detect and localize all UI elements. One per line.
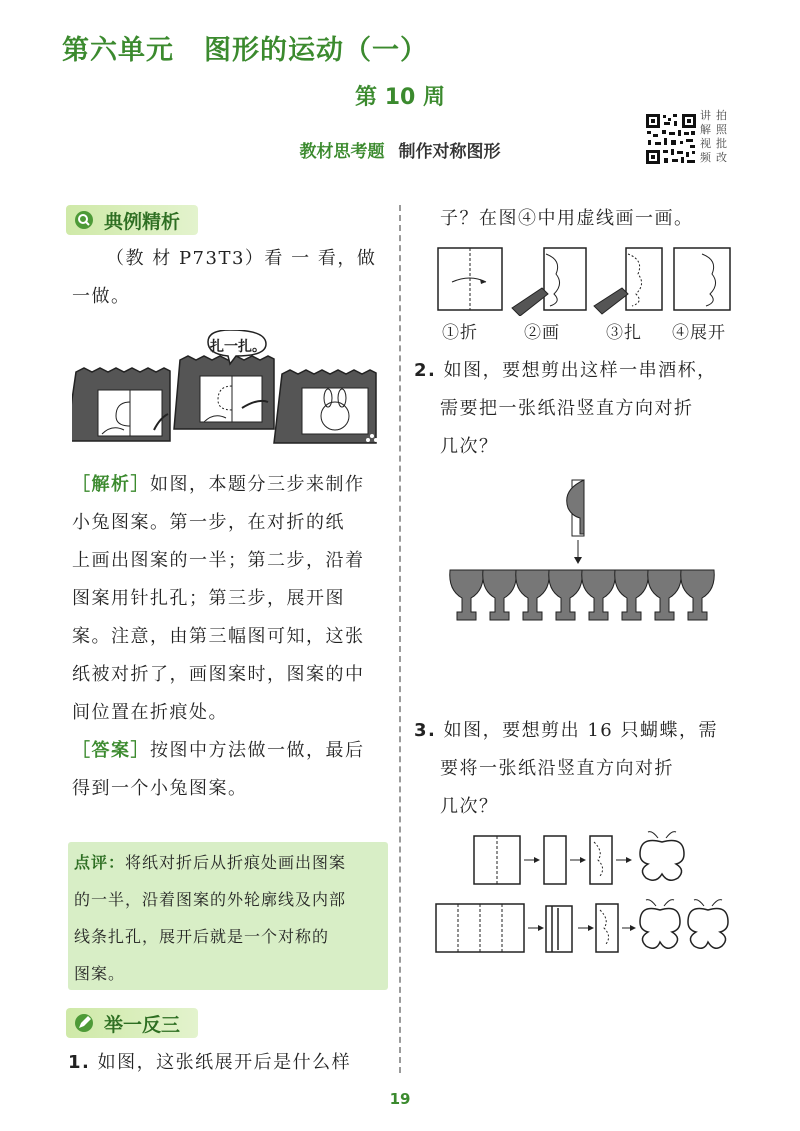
wine-cup	[582, 570, 616, 620]
column-divider	[399, 205, 401, 1073]
comment-line: 图案。	[74, 964, 126, 983]
question-line: 几次？	[440, 436, 499, 457]
comment-line: 将纸对折后从折痕处画出图案	[125, 853, 347, 872]
example-question	[72, 240, 392, 316]
analysis-line: 图案用针扎孔；第三步，展开图	[72, 588, 345, 609]
analysis-line: 纸被对折了，画图案时，图案的中	[72, 664, 365, 685]
question-line: 要将一张纸沿竖直方向对折	[440, 758, 674, 779]
wine-cup	[648, 570, 682, 620]
caption: ④展开	[672, 323, 726, 343]
magnifier-icon	[74, 210, 94, 230]
comment-text	[74, 844, 388, 992]
wine-cup	[681, 570, 715, 620]
analysis-line: 案。注意，由第三幅图可知，这张	[72, 626, 365, 647]
section-header-practice	[66, 1008, 198, 1038]
section-title-example: 典例精析	[104, 210, 181, 233]
wine-cup	[615, 570, 649, 620]
rabbit-craft-illustration	[72, 330, 392, 450]
question-2	[414, 352, 774, 466]
answer-line: 得到一个小兔图案。	[72, 778, 248, 799]
analysis-block: ［解析］如图，本题分三步来制作 小兔图案。第一步，在对折的纸 上画出图案的一半；第二步，沿着 图案用针扎孔；第三步，展开图 案。注意，由第三幅图可知，这张 纸被对折了，画图案时，图案的中 间位置在折痕处。 ［答案］按图中方法做一做，最后 得到一个小兔图案。	[72, 466, 392, 808]
analysis-line: 如图，本题分三步来制作	[150, 474, 365, 495]
page-number: 19	[389, 1090, 411, 1108]
unit-title: 第六单元 图形的运动（一）	[62, 35, 428, 66]
comment-line: 线条扎孔，展开后就是一个对称的	[74, 927, 330, 946]
question-1-start	[68, 1044, 392, 1082]
week-title: 第 10 周	[355, 85, 445, 110]
pencil-icon	[74, 1013, 94, 1033]
question-line: 如图，要想剪出这样一串酒杯，	[443, 360, 717, 381]
wine-cup	[549, 570, 583, 620]
question-line: 子？在图④中用虚线画一画。	[440, 208, 694, 229]
question-line: 几次？	[440, 796, 499, 817]
example-line: 一做。	[72, 286, 131, 307]
question-number: 2.	[414, 360, 437, 381]
question-line: 如图，这张纸展开后是什么样	[97, 1052, 352, 1073]
cup-row	[450, 570, 715, 620]
analysis-label: 解析	[91, 474, 131, 495]
wine-cups-illustration	[440, 474, 750, 624]
question-line: 需要把一张纸沿竖直方向对折	[440, 398, 694, 419]
question-number: 3.	[414, 720, 437, 741]
analysis-line: 小兔图案。第一步，在对折的纸	[72, 512, 345, 533]
analysis-line: 间位置在折痕处。	[72, 702, 228, 723]
comment-line: 的一半，沿着图案的外轮廓线及内部	[74, 890, 347, 909]
fold-steps-illustration	[434, 244, 734, 316]
question-number: 1.	[68, 1052, 91, 1073]
example-line: （教 材 P73T3）看 一 看，做	[106, 248, 377, 269]
butterfly-folding-illustration	[432, 828, 742, 958]
question-line: 如图，要想剪出 16 只蝴蝶，需	[443, 720, 718, 741]
answer-label: 答案	[91, 740, 131, 761]
section-title-practice: 举一反三	[104, 1013, 181, 1036]
wine-cup	[483, 570, 517, 620]
qr-code-icon[interactable]	[644, 112, 698, 166]
caption: ①折	[442, 323, 478, 343]
answer-line: 按图中方法做一做，最后	[150, 740, 365, 761]
section-header-example	[66, 205, 198, 235]
topic-label: 教材思考题	[299, 142, 385, 162]
speech-bubble-text: 扎一扎。	[210, 339, 266, 355]
wine-cup	[450, 570, 484, 620]
caption: ③扎	[606, 323, 642, 343]
topic-name: 制作对称图形	[398, 142, 501, 162]
qr-label: 讲 拍 解 照 视 批 频 改	[700, 109, 727, 164]
fold-steps-captions	[442, 318, 742, 343]
caption: ②画	[524, 323, 560, 343]
question-3	[414, 712, 774, 826]
analysis-line: 上画出图案的一半；第二步，沿着	[72, 550, 365, 571]
comment-label: 点评：	[74, 853, 126, 872]
wine-cup	[516, 570, 550, 620]
